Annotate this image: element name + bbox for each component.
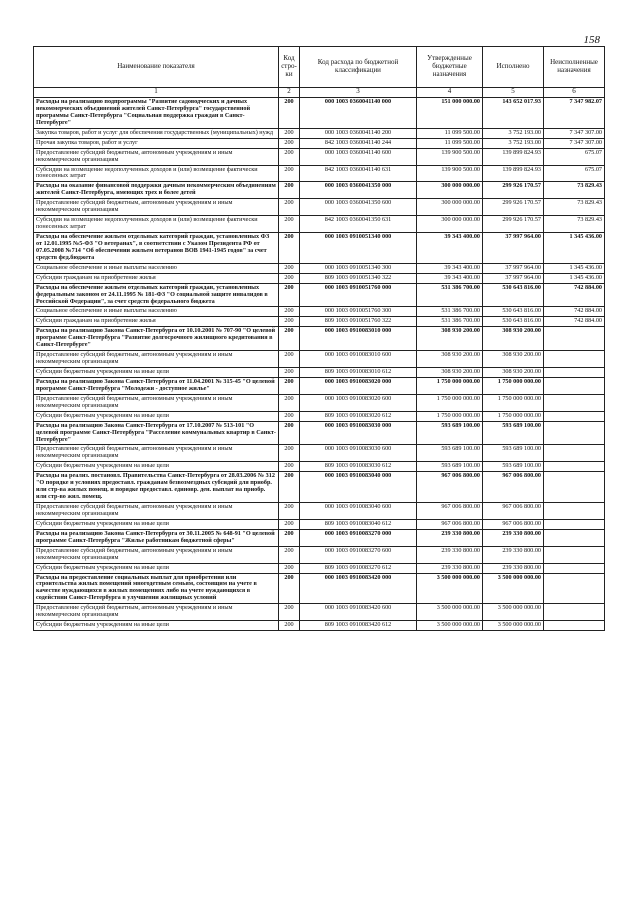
row-unexecuted: [544, 563, 605, 573]
row-kbk: 842 1003 0360041350 631: [300, 216, 417, 233]
row-executed: 239 330 800.00: [483, 546, 544, 563]
row-unexecuted: [544, 462, 605, 472]
row-code: 200: [279, 445, 300, 462]
row-executed: 3 500 000 000.00: [483, 621, 544, 631]
row-kbk: 000 1003 0910083010 000: [300, 327, 417, 351]
row-code: 200: [279, 503, 300, 520]
row-name: Субсидии бюджетным учреждениям на иные цели: [34, 621, 279, 631]
row-name: Расходы на оказание финансовой поддержки дачным некоммерческим объединениям жителей Санкт-Петербурга, имеющих трех и более детей: [34, 182, 279, 199]
column-number: 3: [300, 88, 417, 98]
row-unexecuted: 73 829.43: [544, 216, 605, 233]
table-row: [34, 411, 605, 421]
row-kbk: 809 1003 0910083420 612: [300, 621, 417, 631]
header-code: Код стро-ки: [279, 47, 300, 88]
row-unexecuted: [544, 472, 605, 503]
row-code: 200: [279, 621, 300, 631]
row-kbk: 842 1003 0360041140 631: [300, 165, 417, 182]
row-executed: 299 926 170.57: [483, 199, 544, 216]
row-code: 200: [279, 216, 300, 233]
row-approved: 531 386 700.00: [417, 317, 483, 327]
row-executed: 593 689 100.00: [483, 421, 544, 445]
row-kbk: 809 1003 0910083020 612: [300, 411, 417, 421]
row-executed: 593 689 100.00: [483, 445, 544, 462]
row-approved: 139 900 500.00: [417, 165, 483, 182]
row-approved: 151 000 000.00: [417, 98, 483, 129]
row-code: 200: [279, 233, 300, 264]
row-executed: 967 006 800.00: [483, 472, 544, 503]
column-number: 2: [279, 88, 300, 98]
row-executed: 299 926 170.57: [483, 182, 544, 199]
header-approved: Утвержденные бюджетные назначения: [417, 47, 483, 88]
row-kbk: 000 1003 0910083270 600: [300, 546, 417, 563]
column-number: 4: [417, 88, 483, 98]
row-code: 200: [279, 128, 300, 138]
row-code: 200: [279, 411, 300, 421]
header-row: [34, 47, 605, 88]
row-approved: 3 500 000 000.00: [417, 604, 483, 621]
row-approved: 967 006 800.00: [417, 472, 483, 503]
table-row: [34, 563, 605, 573]
row-name: Субсидии на возмещение недополученных доходов и (или) возмещение фактически понесенных затрат: [34, 165, 279, 182]
row-unexecuted: [544, 519, 605, 529]
table-row: [34, 546, 605, 563]
table-row: [34, 98, 605, 129]
row-approved: 1 750 000 000.00: [417, 411, 483, 421]
row-code: 200: [279, 273, 300, 283]
row-executed: 37 997 964.00: [483, 233, 544, 264]
row-executed: 143 652 017.93: [483, 98, 544, 129]
row-unexecuted: 73 829.43: [544, 199, 605, 216]
row-executed: 139 899 824.93: [483, 148, 544, 165]
table-row: [34, 165, 605, 182]
table-row: [34, 327, 605, 351]
row-approved: 308 930 200.00: [417, 368, 483, 378]
row-name: Социальное обеспечение и иные выплаты населению: [34, 307, 279, 317]
row-code: 200: [279, 546, 300, 563]
table-row: [34, 377, 605, 394]
table-row: [34, 604, 605, 621]
row-code: 200: [279, 368, 300, 378]
row-executed: 299 926 170.57: [483, 216, 544, 233]
row-unexecuted: 7 347 307.00: [544, 138, 605, 148]
row-executed: 3 752 193.00: [483, 138, 544, 148]
row-approved: 3 500 000 000.00: [417, 621, 483, 631]
row-name: Субсидии бюджетным учреждениям на иные цели: [34, 411, 279, 421]
row-code: 200: [279, 307, 300, 317]
row-name: Расходы на реализацию Закона Санкт-Петербурга от 17.10.2007 № 513-101 "О целевой программе Санкт-Петербурга "Расселение коммунальных квартир в Санкт-Петербурге": [34, 421, 279, 445]
row-kbk: 000 1003 0910051340 300: [300, 263, 417, 273]
row-approved: 139 900 500.00: [417, 148, 483, 165]
row-executed: 308 930 200.00: [483, 351, 544, 368]
row-name: Социальное обеспечение и иные выплаты населению: [34, 263, 279, 273]
row-executed: 1 750 000 000.00: [483, 411, 544, 421]
table-row: [34, 182, 605, 199]
row-code: 200: [279, 263, 300, 273]
table-row: [34, 573, 605, 604]
row-approved: 3 500 000 000.00: [417, 573, 483, 604]
row-name: Субсидии на возмещение недополученных доходов и (или) возмещение фактически понесенных затрат: [34, 216, 279, 233]
row-name: Предоставление субсидий бюджетным, автономным учреждениям и иным некоммерческим организациям: [34, 445, 279, 462]
row-approved: 239 330 800.00: [417, 529, 483, 546]
header-unexecuted: Неисполненные назначения: [544, 47, 605, 88]
table-row: [34, 233, 605, 264]
row-approved: 593 689 100.00: [417, 462, 483, 472]
row-approved: 531 386 700.00: [417, 283, 483, 307]
row-executed: 530 643 816.00: [483, 283, 544, 307]
row-approved: 1 750 000 000.00: [417, 394, 483, 411]
row-name: Субсидии бюджетным учреждениям на иные цели: [34, 519, 279, 529]
row-kbk: 809 1003 0910051760 322: [300, 317, 417, 327]
row-name: Субсидии гражданам на приобретение жилья: [34, 273, 279, 283]
row-name: Закупка товаров, работ и услуг для обеспечения государственных (муниципальных) нужд: [34, 128, 279, 138]
row-executed: 967 006 800.00: [483, 503, 544, 520]
row-approved: 593 689 100.00: [417, 421, 483, 445]
row-code: 200: [279, 529, 300, 546]
table-row: [34, 529, 605, 546]
row-approved: 308 930 200.00: [417, 351, 483, 368]
row-executed: 37 997 964.00: [483, 273, 544, 283]
row-approved: 39 343 400.00: [417, 263, 483, 273]
row-approved: 300 000 000.00: [417, 182, 483, 199]
row-unexecuted: 742 884.00: [544, 307, 605, 317]
column-number-row: [34, 88, 605, 98]
row-code: 200: [279, 394, 300, 411]
row-kbk: 000 1003 0910083270 000: [300, 529, 417, 546]
table-row: [34, 519, 605, 529]
column-number: 5: [483, 88, 544, 98]
row-kbk: 000 1003 0360041350 000: [300, 182, 417, 199]
row-unexecuted: [544, 368, 605, 378]
row-unexecuted: [544, 377, 605, 394]
row-name: Расходы на реализацию подпрограммы "Развитие садоводческих и дачных некоммерческих объединений жителей Санкт-Петербурга" государственной программы Санкт-Петербурга "Социальная поддержка граждан в Санкт-Петербурге": [34, 98, 279, 129]
row-unexecuted: [544, 445, 605, 462]
row-unexecuted: [544, 411, 605, 421]
row-executed: 1 750 000 000.00: [483, 377, 544, 394]
row-code: 200: [279, 317, 300, 327]
header-executed: Исполнено: [483, 47, 544, 88]
row-unexecuted: 1 345 436.00: [544, 263, 605, 273]
row-name: Субсидии бюджетным учреждениям на иные цели: [34, 368, 279, 378]
row-kbk: 000 1003 0910051760 000: [300, 283, 417, 307]
row-kbk: 000 1003 0910083020 600: [300, 394, 417, 411]
row-executed: 239 330 800.00: [483, 529, 544, 546]
row-executed: 530 643 816.00: [483, 317, 544, 327]
row-executed: 967 006 800.00: [483, 519, 544, 529]
row-executed: 308 930 200.00: [483, 368, 544, 378]
row-kbk: 000 1003 0910083030 000: [300, 421, 417, 445]
row-unexecuted: 742 884.00: [544, 283, 605, 307]
row-code: 200: [279, 138, 300, 148]
table-row: [34, 148, 605, 165]
header-name: Наименование показателя: [34, 47, 279, 88]
row-approved: 531 386 700.00: [417, 307, 483, 317]
row-kbk: 000 1003 0910083420 000: [300, 573, 417, 604]
row-unexecuted: 675.07: [544, 165, 605, 182]
table-row: [34, 216, 605, 233]
row-approved: 1 750 000 000.00: [417, 377, 483, 394]
row-unexecuted: [544, 604, 605, 621]
row-approved: 11 099 500.00: [417, 128, 483, 138]
row-unexecuted: [544, 529, 605, 546]
table-row: [34, 138, 605, 148]
header-kbk: Код расхода по бюджетной классификации: [300, 47, 417, 88]
table-row: [34, 351, 605, 368]
row-kbk: 809 1003 0910083040 612: [300, 519, 417, 529]
row-kbk: 000 1003 0910051760 300: [300, 307, 417, 317]
table-row: [34, 283, 605, 307]
row-code: 200: [279, 283, 300, 307]
table-row: [34, 621, 605, 631]
row-kbk: 000 1003 0910083420 600: [300, 604, 417, 621]
column-number: 6: [544, 88, 605, 98]
row-code: 200: [279, 573, 300, 604]
page-number: 158: [583, 34, 600, 46]
budget-table: [33, 46, 605, 631]
row-kbk: 809 1003 0910051340 322: [300, 273, 417, 283]
row-code: 200: [279, 377, 300, 394]
row-executed: 530 643 816.00: [483, 307, 544, 317]
row-kbk: 000 1003 0360041140 600: [300, 148, 417, 165]
row-code: 200: [279, 327, 300, 351]
table-row: [34, 307, 605, 317]
row-name: Предоставление субсидий бюджетным, автономным учреждениям и иным некоммерческим организациям: [34, 546, 279, 563]
row-kbk: 000 1003 0910083040 600: [300, 503, 417, 520]
row-code: 200: [279, 165, 300, 182]
row-unexecuted: 1 345 436.00: [544, 233, 605, 264]
row-code: 200: [279, 563, 300, 573]
row-name: Расходы на реализ. постановл. Правительства Санкт-Петербурга от 28.03.2006 № 312 "О порядке и условиях предоставл. гражданам безвозмездных субсидий для приобр. или стр-ва жилых помещ. и порядке предоставл. единовр. ден. выплат на приобр. или стр-во жил. помещ.: [34, 472, 279, 503]
row-unexecuted: [544, 351, 605, 368]
row-kbk: 000 1003 0910083040 000: [300, 472, 417, 503]
row-name: Субсидии гражданам на приобретение жилья: [34, 317, 279, 327]
row-unexecuted: 7 347 982.07: [544, 98, 605, 129]
row-name: Предоставление субсидий бюджетным, автономным учреждениям и иным некоммерческим организациям: [34, 199, 279, 216]
row-name: Субсидии бюджетным учреждениям на иные цели: [34, 462, 279, 472]
row-approved: 300 000 000.00: [417, 216, 483, 233]
row-approved: 11 099 500.00: [417, 138, 483, 148]
row-name: Расходы на предоставление социальных выплат для приобретения или строительства жилых помещений многодетным семьям, состоящим на учете в качестве нуждающихся в жилых помещениях либо на учете нуждающихся в содействии Санкт-Петербурга в улучшении жилищных условий: [34, 573, 279, 604]
row-code: 200: [279, 472, 300, 503]
row-unexecuted: [544, 503, 605, 520]
row-executed: 593 689 100.00: [483, 462, 544, 472]
row-kbk: 809 1003 0910083030 612: [300, 462, 417, 472]
table-row: [34, 394, 605, 411]
row-name: Предоставление субсидий бюджетным, автономным учреждениям и иным некоммерческим организациям: [34, 503, 279, 520]
row-unexecuted: 73 829.43: [544, 182, 605, 199]
column-number: 1: [34, 88, 279, 98]
row-approved: 39 343 400.00: [417, 273, 483, 283]
row-executed: 1 750 000 000.00: [483, 394, 544, 411]
table-row: [34, 472, 605, 503]
row-kbk: 809 1003 0910083010 612: [300, 368, 417, 378]
row-approved: 967 006 800.00: [417, 503, 483, 520]
row-name: Предоставление субсидий бюджетным, автономным учреждениям и иным некоммерческим организациям: [34, 394, 279, 411]
row-name: Расходы на обеспечение жильем отдельных категорий граждан, установленных федеральным законом от 24.11.1995 № 181-ФЗ "О социальной защите инвалидов в Российской Федерации", за счет средств федерального бюджета: [34, 283, 279, 307]
row-unexecuted: [544, 327, 605, 351]
row-kbk: 842 1003 0360041140 244: [300, 138, 417, 148]
row-approved: 39 343 400.00: [417, 233, 483, 264]
row-unexecuted: [544, 421, 605, 445]
row-unexecuted: [544, 546, 605, 563]
table-row: [34, 445, 605, 462]
row-code: 200: [279, 182, 300, 199]
row-name: Прочая закупка товаров, работ и услуг: [34, 138, 279, 148]
row-name: Расходы на реализацию Закона Санкт-Петербурга от 11.04.2001 № 315-45 "О целевой программе Санкт-Петербурга "Молодежи - доступное жилье": [34, 377, 279, 394]
row-code: 200: [279, 519, 300, 529]
row-executed: 139 899 824.93: [483, 165, 544, 182]
row-approved: 300 000 000.00: [417, 199, 483, 216]
row-code: 200: [279, 421, 300, 445]
row-approved: 239 330 800.00: [417, 546, 483, 563]
table-row: [34, 263, 605, 273]
row-kbk: 000 1003 0360041350 600: [300, 199, 417, 216]
row-kbk: 000 1003 0910051340 000: [300, 233, 417, 264]
table-row: [34, 199, 605, 216]
row-kbk: 809 1003 0910083270 612: [300, 563, 417, 573]
row-unexecuted: [544, 573, 605, 604]
row-code: 200: [279, 604, 300, 621]
row-executed: 3 500 000 000.00: [483, 604, 544, 621]
row-name: Расходы на обеспечение жильем отдельных категорий граждан, установленных ФЗ от 12.01.1995 №5-ФЗ "О ветеранах", в соответствии с Указом Президента РФ от 07.05.2008 №714 "Об обеспечении жильем ветеранов ВОВ 1941-1945 годов" за счет средств фед.бюджета: [34, 233, 279, 264]
row-name: Расходы на реализацию Закона Санкт-Петербурга от 10.10.2001 № 707-90 "О целевой программе Санкт-Петербурга "Развитие долгосрочного жилищного кредитования в Санкт-Петербурге": [34, 327, 279, 351]
table-row: [34, 128, 605, 138]
row-approved: 308 930 200.00: [417, 327, 483, 351]
table-row: [34, 462, 605, 472]
row-code: 200: [279, 462, 300, 472]
table-row: [34, 273, 605, 283]
table-body: [34, 98, 605, 631]
row-unexecuted: 1 345 436.00: [544, 273, 605, 283]
row-approved: 967 006 800.00: [417, 519, 483, 529]
row-kbk: 000 1003 0910083020 000: [300, 377, 417, 394]
row-executed: 37 997 964.00: [483, 263, 544, 273]
row-kbk: 000 1003 0360041140 200: [300, 128, 417, 138]
row-code: 200: [279, 98, 300, 129]
row-unexecuted: [544, 621, 605, 631]
row-executed: 3 752 193.00: [483, 128, 544, 138]
row-executed: 308 930 200.00: [483, 327, 544, 351]
row-name: Расходы на реализацию Закона Санкт-Петербурга от 30.11.2005 № 648-91 "О целевой программе Санкт-Петербурга "Жилье работникам бюджетной сферы": [34, 529, 279, 546]
table-row: [34, 368, 605, 378]
row-name: Субсидии бюджетным учреждениям на иные цели: [34, 563, 279, 573]
row-kbk: 000 1003 0910083010 600: [300, 351, 417, 368]
row-kbk: 000 1003 0910083030 600: [300, 445, 417, 462]
row-unexecuted: 7 347 307.00: [544, 128, 605, 138]
row-code: 200: [279, 199, 300, 216]
row-name: Предоставление субсидий бюджетным, автономным учреждениям и иным некоммерческим организациям: [34, 148, 279, 165]
row-unexecuted: [544, 394, 605, 411]
row-approved: 593 689 100.00: [417, 445, 483, 462]
row-kbk: 000 1003 0360041140 000: [300, 98, 417, 129]
table-row: [34, 503, 605, 520]
table-row: [34, 317, 605, 327]
row-code: 200: [279, 148, 300, 165]
row-executed: 3 500 000 000.00: [483, 573, 544, 604]
row-name: Предоставление субсидий бюджетным, автономным учреждениям и иным некоммерческим организациям: [34, 351, 279, 368]
row-code: 200: [279, 351, 300, 368]
row-name: Предоставление субсидий бюджетным, автономным учреждениям и иным некоммерческим организациям: [34, 604, 279, 621]
row-unexecuted: 675.07: [544, 148, 605, 165]
table-row: [34, 421, 605, 445]
row-unexecuted: 742 884.00: [544, 317, 605, 327]
row-executed: 239 330 800.00: [483, 563, 544, 573]
row-approved: 239 330 800.00: [417, 563, 483, 573]
